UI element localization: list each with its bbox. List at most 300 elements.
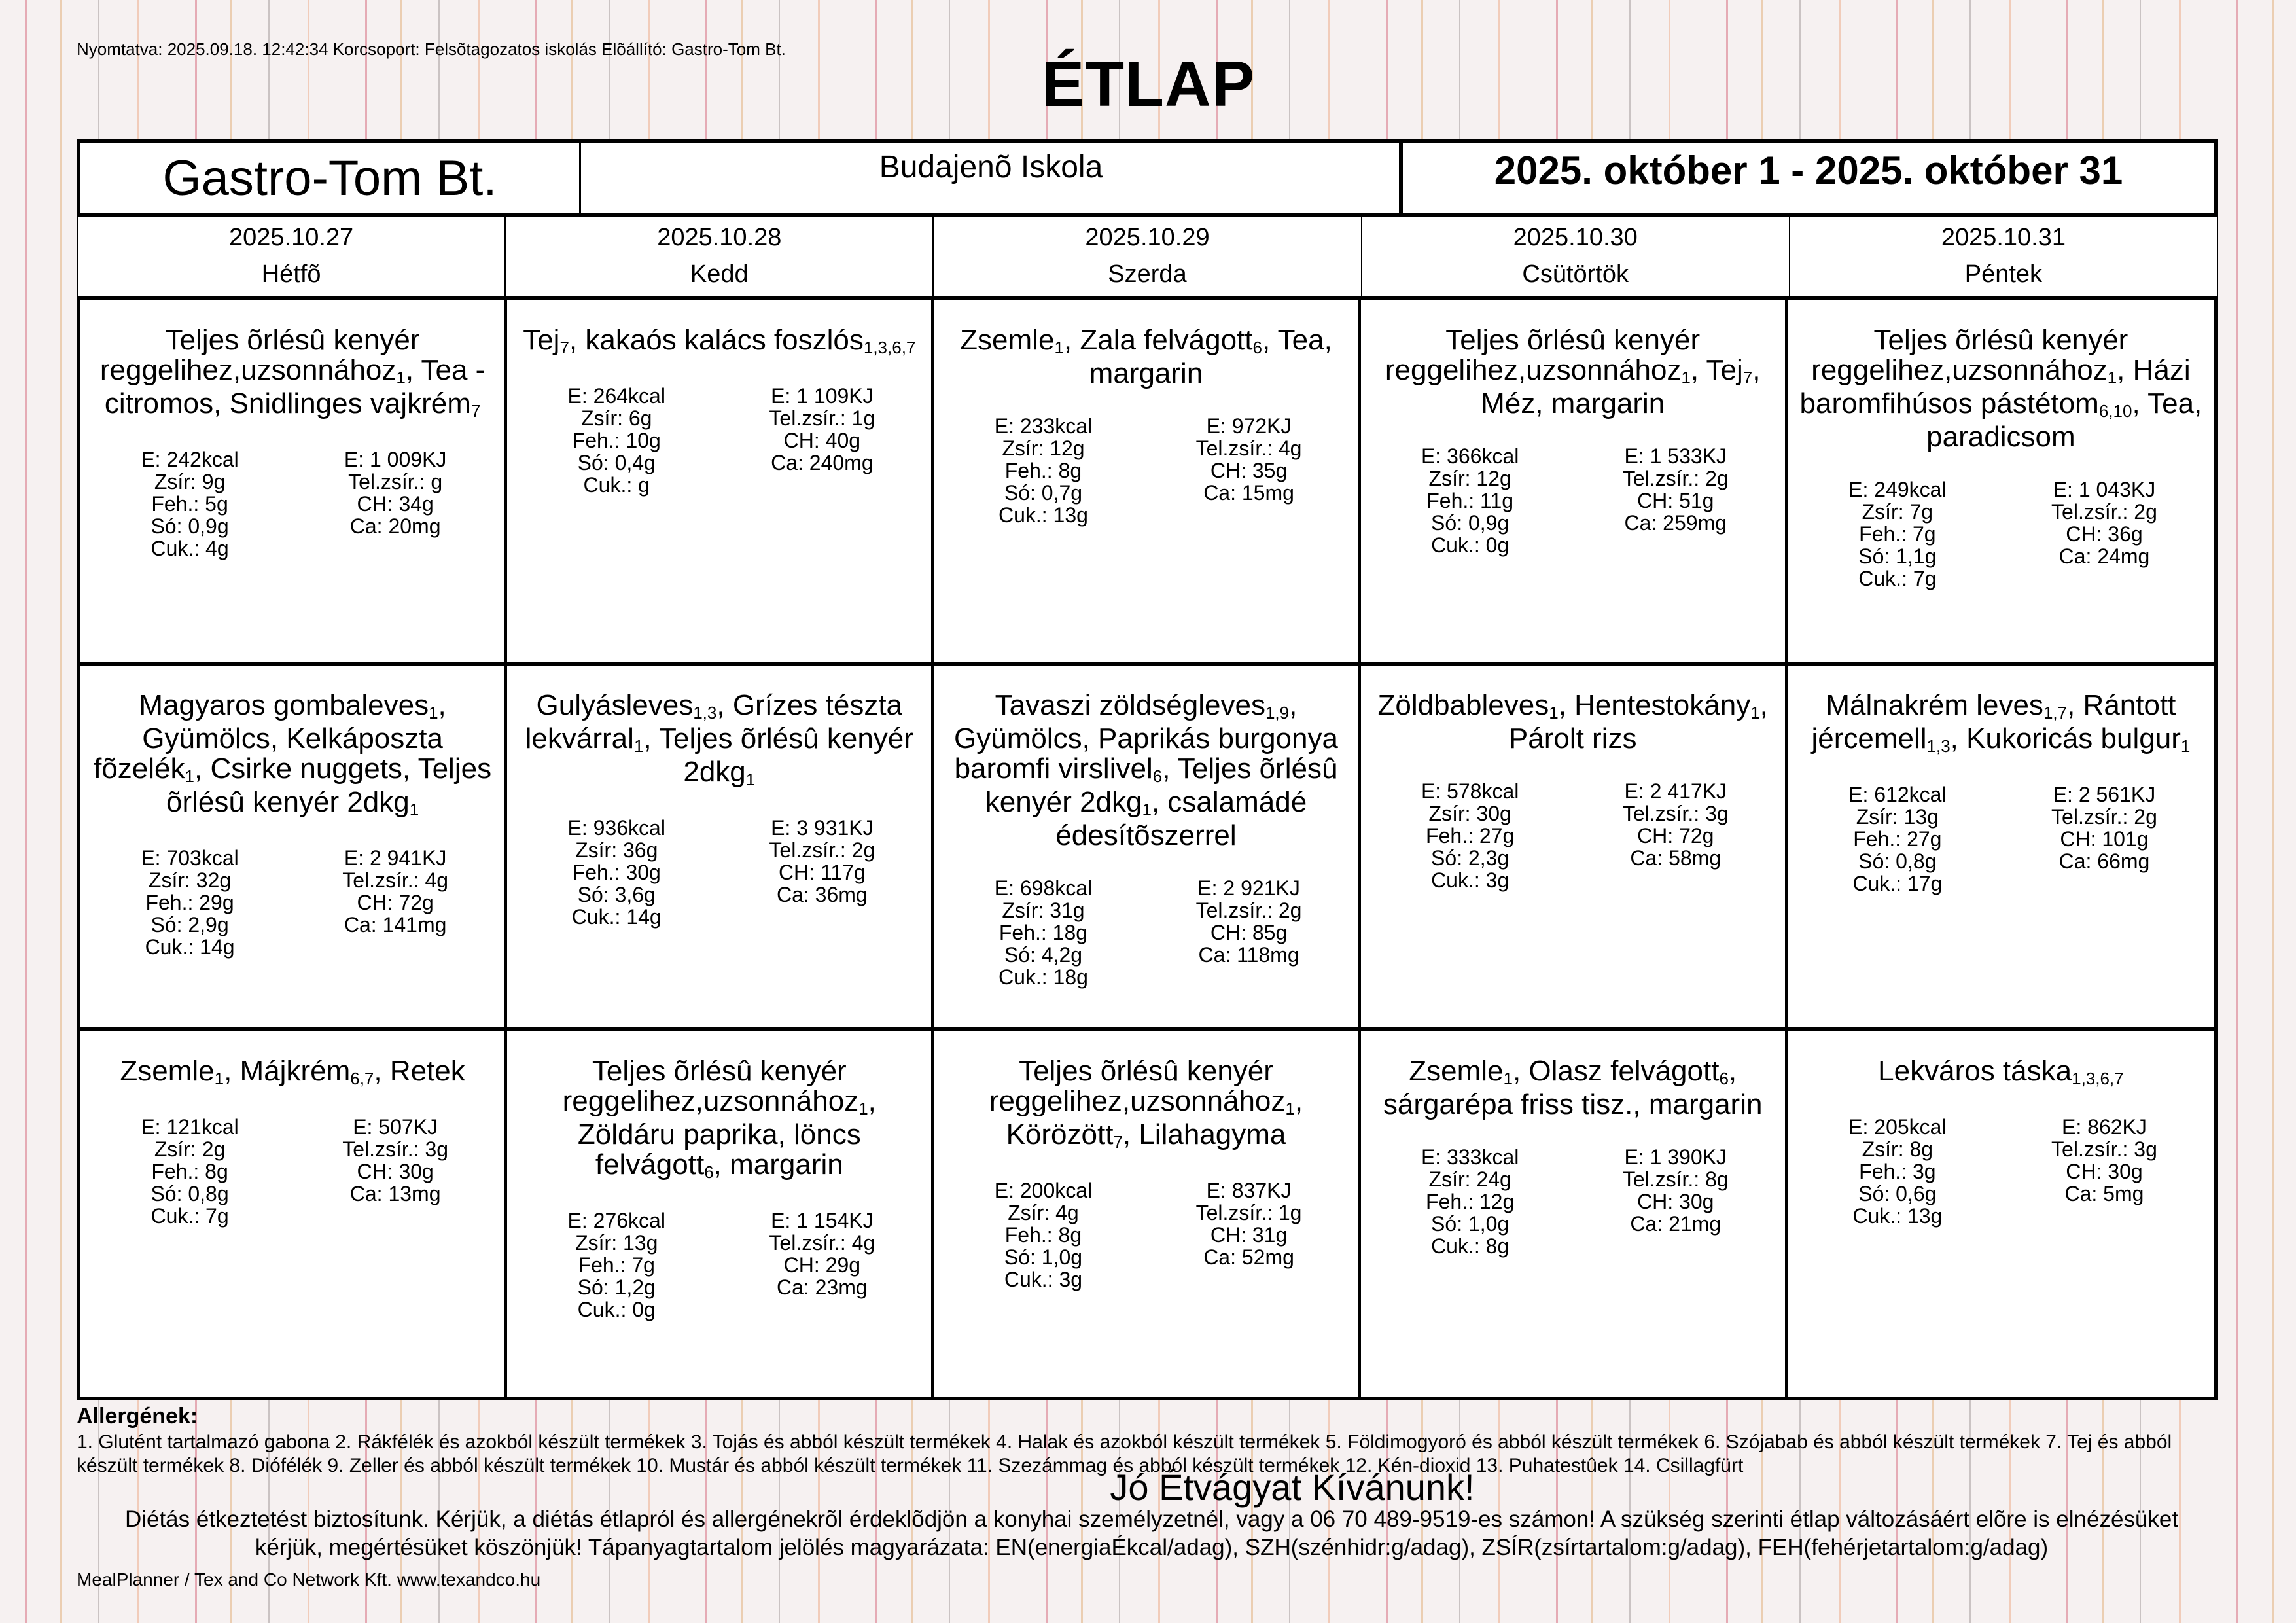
nutrition-column-right bbox=[1146, 877, 1352, 988]
nutrition-column-right bbox=[1573, 445, 1778, 556]
nutrition-value: Tel.zsír.: 1g bbox=[769, 406, 875, 430]
nutrition-value: E: 1 154KJ bbox=[771, 1208, 874, 1232]
nutrition-column-right bbox=[2001, 783, 2208, 895]
nutrition-value: Feh.: 12g bbox=[1426, 1189, 1515, 1213]
nutrition-info bbox=[1794, 783, 2208, 895]
menu-cell bbox=[80, 666, 507, 1031]
nutrition-value: Ca: 36mg bbox=[776, 883, 868, 907]
nutrition-value: Só: 2,9g bbox=[150, 913, 229, 937]
nutrition-value: E: 2 941KJ bbox=[344, 846, 447, 870]
allergen-codes: 7 bbox=[1742, 368, 1753, 387]
allergen-codes: 1,3 bbox=[693, 703, 717, 723]
nutrition-value: Ca: 21mg bbox=[1630, 1211, 1722, 1236]
nutrition-value: Cuk.: g bbox=[583, 473, 650, 497]
meal-description bbox=[87, 1056, 498, 1090]
allergen-list: 1. Glutént tartalmazó gabona 2. Rákfélék és azokból készült termékek 3. Tojás és abból készült termékek 4. Halak és azokból készült termékek 5. Földimogyoró és abból készült termékek 6. Szójabab és abból készült termékek 7. Tej és abból készült termékek 8. Diófélék 9. Zeller és abból készült termékek 10. Mustár és abból készült termékek 11. Szezámmag és abból készült termékek 12. Kén-dioxid 13. Puhatestûek 14. Csillagfürt bbox=[77, 1431, 2172, 1476]
meal-description bbox=[514, 1056, 925, 1183]
nutrition-value: Ca: 20mg bbox=[349, 514, 441, 538]
nutrition-value: E: 264kcal bbox=[567, 384, 665, 408]
allergen-codes: 1 bbox=[1503, 1068, 1513, 1088]
nutrition-value: Zsír: 4g bbox=[1008, 1200, 1079, 1224]
meal-text: , Retek bbox=[374, 1054, 465, 1087]
menu-cell bbox=[507, 1031, 934, 1397]
nutrition-info bbox=[1794, 478, 2208, 590]
nutrition-value: E: 233kcal bbox=[994, 414, 1093, 438]
nutrition-value: Cuk.: 3g bbox=[1004, 1267, 1083, 1291]
nutrition-value: CH: 35g bbox=[1210, 459, 1288, 482]
day-name: Csütörtök bbox=[1522, 260, 1629, 288]
allergen-codes: 6 bbox=[704, 1162, 714, 1182]
date-range: 2025. október 1 - 2025. október 31 bbox=[1399, 139, 2218, 217]
menu-cell bbox=[1361, 1031, 1788, 1397]
diet-notice: Diétás étkeztetést biztosítunk. Kérjük, a diétás étlapról és allergénekrõl érdeklõdjön a konyhai személyzetnél, vagy a 06 70 489-9519-es számon! A szükség szerinti étlap változásáért elõre is elnézésüket kérjük, megértésüket köszönjük! Tápanyagtartalom jelölés magyarázata: EN(energiaÉkcal/adag), SZH(szénhidr:g/adag), ZSÍR(zsírtartalom:g/adag), FEH(fehérjetartalom:g/adag) bbox=[124, 1507, 2179, 1560]
nutrition-value: Feh.: 7g bbox=[578, 1253, 655, 1277]
nutrition-value: Cuk.: 7g bbox=[1858, 567, 1937, 590]
meal-description bbox=[514, 325, 925, 359]
meal-text: , Házi baromfihúsos pástétom bbox=[1799, 354, 2191, 419]
allergen-codes: 1,3,6,7 bbox=[2072, 1068, 2124, 1088]
nutrition-column-left bbox=[1368, 445, 1573, 556]
nutrition-value: Cuk.: 13g bbox=[998, 503, 1088, 527]
allergen-codes: 7 bbox=[470, 401, 481, 421]
nutrition-value: E: 3 931KJ bbox=[771, 816, 874, 840]
allergen-codes: 6 bbox=[1152, 766, 1163, 787]
nutrition-value: E: 972KJ bbox=[1206, 414, 1292, 438]
nutrition-value: Tel.zsír.: 1g bbox=[1195, 1200, 1302, 1224]
nutrition-column-right bbox=[1573, 780, 1778, 891]
meal-description bbox=[940, 325, 1351, 389]
nutrition-value: E: 366kcal bbox=[1421, 444, 1519, 468]
menu-cell bbox=[934, 1031, 1360, 1397]
meal-text: , margarin bbox=[713, 1148, 843, 1181]
allergen-codes: 6,7 bbox=[350, 1068, 374, 1088]
nutrition-column-left bbox=[514, 1209, 719, 1321]
nutrition-info bbox=[514, 1209, 925, 1321]
meal-text: , Kukoricás bulgur bbox=[1950, 722, 2181, 755]
meal-description bbox=[514, 690, 925, 791]
menu-cell bbox=[1788, 666, 2214, 1031]
nutrition-value: Zsír: 31g bbox=[1002, 899, 1085, 923]
nutrition-value: Feh.: 27g bbox=[1853, 827, 1942, 851]
nutrition-value: E: 200kcal bbox=[994, 1178, 1093, 1202]
nutrition-value: Tel.zsír.: 2g bbox=[2051, 500, 2157, 524]
nutrition-value: E: 333kcal bbox=[1421, 1145, 1519, 1169]
nutrition-value: Feh.: 8g bbox=[151, 1159, 228, 1183]
nutrition-info bbox=[940, 877, 1351, 988]
nutrition-value: Só: 0,4g bbox=[577, 451, 656, 474]
allergen-codes: 1,9 bbox=[1265, 703, 1290, 723]
nutrition-value: Feh.: 18g bbox=[998, 921, 1088, 945]
nutrition-column-right bbox=[2001, 1116, 2208, 1227]
allergen-codes: 1,7 bbox=[2043, 703, 2068, 723]
nutrition-value: Zsír: 36g bbox=[575, 838, 658, 863]
meal-text: , csalamádé édesítõszerrel bbox=[1055, 786, 1307, 852]
nutrition-value: Só: 0,9g bbox=[1431, 511, 1510, 535]
day-header bbox=[1362, 217, 1790, 296]
page-title: ÉTLAP bbox=[1041, 48, 1256, 120]
nutrition-value: Zsír: 2g bbox=[154, 1137, 226, 1161]
meal-text: , Csirke nuggets, Teljes õrlésû kenyér 2dkg bbox=[166, 753, 492, 819]
meal-description bbox=[1794, 325, 2208, 452]
menu-cell bbox=[507, 300, 934, 666]
day-name: Hétfõ bbox=[261, 260, 321, 288]
nutrition-value: Ca: 240mg bbox=[771, 451, 874, 474]
nutrition-value: E: 242kcal bbox=[141, 448, 239, 471]
meal-text: , Teljes õrlésû kenyér 2dkg bbox=[643, 722, 913, 789]
day-header-row bbox=[77, 217, 2218, 296]
nutrition-column-right bbox=[1146, 1179, 1352, 1291]
nutrition-value: Zsír: 13g bbox=[1856, 805, 1939, 829]
menu-cell bbox=[80, 1031, 507, 1397]
nutrition-value: Tel.zsír.: 2g bbox=[1195, 899, 1302, 923]
nutrition-value: Feh.: 3g bbox=[1859, 1159, 1936, 1183]
meal-description bbox=[87, 325, 498, 422]
nutrition-column-left bbox=[1794, 783, 2001, 895]
nutrition-column-left bbox=[514, 385, 719, 496]
nutrition-info bbox=[1368, 445, 1778, 556]
allergen-codes: 7 bbox=[559, 338, 569, 357]
meal-text: , Zala felvágott bbox=[1063, 324, 1253, 356]
allergen-codes: 1 bbox=[214, 1068, 224, 1088]
meal-text: , Tea, margarin bbox=[1089, 324, 1332, 389]
nutrition-info bbox=[1368, 780, 1778, 891]
meal-text: , Tej bbox=[1690, 354, 1743, 386]
nutrition-info bbox=[87, 847, 498, 958]
nutrition-column-left bbox=[1794, 478, 2001, 590]
allergen-codes: 6 bbox=[1719, 1068, 1729, 1088]
allergen-codes: 1 bbox=[409, 800, 419, 820]
nutrition-value: Cuk.: 8g bbox=[1431, 1234, 1510, 1258]
meal-description bbox=[87, 690, 498, 821]
meal-text: Teljes õrlésû kenyér reggelihez,uzsonnához bbox=[989, 1054, 1286, 1117]
menu-cell bbox=[934, 300, 1360, 666]
nutrition-column-right bbox=[1573, 1146, 1778, 1257]
meal-description bbox=[1368, 1056, 1778, 1120]
allergen-codes: 1 bbox=[429, 703, 438, 723]
nutrition-value: Tel.zsír.: 4g bbox=[1195, 437, 1302, 460]
nutrition-info bbox=[1368, 1146, 1778, 1257]
nutrition-value: Ca: 118mg bbox=[1198, 943, 1299, 967]
nutrition-column-right bbox=[719, 385, 925, 496]
nutrition-value: Feh.: 11g bbox=[1426, 489, 1514, 512]
allergen-codes: 1 bbox=[1142, 800, 1152, 820]
meal-text: Tej bbox=[523, 324, 560, 356]
nutrition-value: E: 2 417KJ bbox=[1624, 779, 1727, 804]
nutrition-value: E: 1 533KJ bbox=[1624, 444, 1727, 468]
nutrition-value: Só: 0,8g bbox=[1858, 849, 1937, 874]
nutrition-column-left bbox=[1368, 780, 1573, 891]
meal-text: , Méz, margarin bbox=[1481, 354, 1761, 419]
day-date: 2025.10.27 bbox=[229, 224, 354, 251]
nutrition-column-left bbox=[940, 1179, 1146, 1291]
meal-text: , kakaós kalács foszlós bbox=[569, 324, 864, 356]
meal-text: Teljes õrlésû kenyér reggelihez,uzsonnához bbox=[1385, 324, 1701, 386]
meal-text: Tavaszi zöldségleves bbox=[995, 689, 1265, 722]
nutrition-value: Feh.: 10g bbox=[572, 429, 661, 452]
nutrition-value: Só: 1,1g bbox=[1858, 544, 1937, 568]
menu-cell bbox=[507, 666, 934, 1031]
nutrition-column-left bbox=[87, 1116, 292, 1227]
meal-text: Zsemle bbox=[120, 1054, 215, 1087]
nutrition-value: Só: 3,6g bbox=[577, 883, 656, 907]
nutrition-value: E: 1 009KJ bbox=[344, 448, 447, 471]
allergen-codes: 1,3,6,7 bbox=[863, 338, 916, 357]
allergen-codes: 1 bbox=[633, 736, 644, 757]
allergen-codes: 7 bbox=[1113, 1132, 1123, 1152]
nutrition-value: CH: 85g bbox=[1210, 921, 1288, 945]
meal-text: Zöldbableves bbox=[1377, 689, 1549, 722]
nutrition-value: CH: 117g bbox=[778, 861, 866, 885]
meal-text: , Teljes õrlésû kenyér 2dkg bbox=[985, 753, 1338, 819]
meal-description bbox=[1368, 325, 1778, 419]
nutrition-value: CH: 51g bbox=[1637, 489, 1714, 512]
nutrition-value: Só: 1,0g bbox=[1431, 1211, 1510, 1236]
nutrition-value: E: 2 561KJ bbox=[2053, 783, 2156, 807]
allergen-codes: 1 bbox=[2107, 368, 2117, 387]
meal-text: , sárgarépa friss tisz., margarin bbox=[1383, 1054, 1763, 1120]
nutrition-column-left bbox=[940, 877, 1146, 988]
nutrition-value: Zsír: 24g bbox=[1428, 1167, 1511, 1191]
nutrition-value: Ca: 5mg bbox=[2064, 1181, 2144, 1205]
allergen-codes: 1 bbox=[745, 770, 756, 790]
nutrition-value: E: 507KJ bbox=[353, 1115, 438, 1139]
menu-cell bbox=[1361, 300, 1788, 666]
meal-text: Magyaros gombaleves bbox=[139, 689, 429, 722]
nutrition-value: E: 1 390KJ bbox=[1624, 1145, 1727, 1169]
nutrition-value: Só: 2,3g bbox=[1431, 846, 1510, 870]
day-header bbox=[506, 217, 934, 296]
day-header bbox=[1790, 217, 2217, 296]
menu-cell bbox=[80, 300, 507, 666]
nutrition-value: CH: 31g bbox=[1210, 1222, 1288, 1247]
nutrition-value: Tel.zsír.: 8g bbox=[1622, 1167, 1729, 1191]
meal-description bbox=[1368, 690, 1778, 754]
nutrition-value: CH: 101g bbox=[2060, 827, 2149, 851]
nutrition-value: Zsír: 6g bbox=[581, 406, 652, 430]
meal-description bbox=[940, 1056, 1351, 1153]
nutrition-value: Tel.zsír.: 4g bbox=[342, 868, 449, 893]
nutrition-value: E: 1 043KJ bbox=[2053, 478, 2156, 501]
nutrition-value: Tel.zsír.: 3g bbox=[342, 1137, 449, 1161]
nutrition-value: E: 837KJ bbox=[1206, 1178, 1292, 1202]
nutrition-value: E: 698kcal bbox=[994, 876, 1093, 901]
meal-text: Zsemle bbox=[1409, 1054, 1504, 1087]
nutrition-value: Zsír: 32g bbox=[148, 868, 232, 893]
allergen-codes: 1 bbox=[2180, 736, 2191, 757]
allergen-codes: 1,3 bbox=[1926, 736, 1951, 757]
meal-text: , Gyümölcs, Paprikás burgonya baromfi virslivel bbox=[954, 689, 1338, 785]
allergen-codes: 1 bbox=[185, 766, 194, 787]
meal-text: Málnakrém leves bbox=[1826, 689, 2043, 722]
nutrition-value: Tel.zsír.: 2g bbox=[769, 838, 875, 863]
meal-text: Lekváros táska bbox=[1878, 1054, 2072, 1087]
school-name: Budajenõ Iskola bbox=[579, 139, 1403, 217]
nutrition-value: Feh.: 30g bbox=[572, 861, 661, 885]
nutrition-value: Ca: 15mg bbox=[1203, 481, 1294, 505]
nutrition-column-right bbox=[719, 1209, 925, 1321]
nutrition-value: Tel.zsír.: 3g bbox=[1622, 802, 1729, 826]
nutrition-value: CH: 72g bbox=[1637, 824, 1714, 848]
allergen-codes: 1 bbox=[1285, 1098, 1295, 1118]
day-name: Péntek bbox=[1964, 260, 2043, 288]
nutrition-column-left bbox=[87, 847, 292, 958]
nutrition-value: Feh.: 7g bbox=[1859, 522, 1936, 546]
nutrition-value: CH: 72g bbox=[357, 891, 434, 915]
meal-text: , Gyümölcs, Kelkáposzta fõzelék bbox=[94, 689, 446, 785]
nutrition-value: Zsír: 8g bbox=[1862, 1137, 1934, 1161]
menu-cell bbox=[1361, 666, 1788, 1031]
day-date: 2025.10.30 bbox=[1513, 224, 1638, 251]
meal-text: , Párolt rizs bbox=[1508, 689, 1768, 755]
nutrition-value: Só: 0,6g bbox=[1858, 1181, 1937, 1205]
nutrition-value: CH: 36g bbox=[2066, 522, 2143, 546]
meal-description bbox=[940, 690, 1351, 851]
nutrition-column-left bbox=[87, 448, 292, 560]
meal-text: Teljes õrlésû kenyér reggelihez,uzsonnához bbox=[1811, 324, 2128, 386]
day-header bbox=[934, 217, 1362, 296]
nutrition-value: E: 862KJ bbox=[2062, 1115, 2147, 1139]
meal-text: Zsemle bbox=[960, 324, 1055, 356]
nutrition-value: Tel.zsír.: 4g bbox=[769, 1230, 875, 1255]
nutrition-value: CH: 30g bbox=[1637, 1189, 1714, 1213]
nutrition-column-right bbox=[292, 847, 498, 958]
nutrition-column-right bbox=[719, 817, 925, 928]
print-info: Nyomtatva: 2025.09.18. 12:42:34 Korcsoport: Felsõtagozatos iskolás Elõállító: Gastro-Tom Bt. bbox=[77, 39, 786, 59]
day-date: 2025.10.31 bbox=[1941, 224, 2066, 251]
day-date: 2025.10.29 bbox=[1085, 224, 1210, 251]
nutrition-value: Ca: 259mg bbox=[1624, 511, 1727, 535]
nutrition-info bbox=[514, 385, 925, 496]
menu-grid bbox=[77, 296, 2218, 1400]
day-name: Szerda bbox=[1108, 260, 1187, 288]
meal-text: , Tea - citromos, Snidlinges vajkrém bbox=[104, 354, 486, 419]
nutrition-value: Ca: 141mg bbox=[344, 913, 447, 937]
nutrition-info bbox=[87, 448, 498, 560]
nutrition-value: Zsír: 13g bbox=[575, 1230, 658, 1255]
nutrition-value: Zsír: 12g bbox=[1002, 437, 1085, 460]
meal-text: , Hentestokány bbox=[1558, 689, 1751, 722]
nutrition-value: Tel.zsír.: 3g bbox=[2051, 1137, 2157, 1161]
nutrition-value: Ca: 66mg bbox=[2058, 849, 2150, 874]
menu-cell bbox=[1788, 1031, 2214, 1397]
allergen-codes: 1 bbox=[858, 1098, 868, 1118]
nutrition-info bbox=[940, 1179, 1351, 1291]
menu-cell bbox=[1788, 300, 2214, 666]
day-date: 2025.10.28 bbox=[657, 224, 782, 251]
nutrition-value: Cuk.: 13g bbox=[1852, 1204, 1943, 1228]
nutrition-value: CH: 40g bbox=[783, 429, 861, 452]
nutrition-value: Só: 4,2g bbox=[1004, 943, 1083, 967]
nutrition-value: Só: 1,0g bbox=[1004, 1245, 1083, 1269]
nutrition-value: E: 612kcal bbox=[1848, 783, 1947, 807]
meal-text: , Lilahagyma bbox=[1122, 1118, 1286, 1150]
nutrition-column-right bbox=[2001, 478, 2208, 590]
day-header bbox=[78, 217, 506, 296]
credits: MealPlanner / Tex and Co Network Kft. www.texandco.hu bbox=[77, 1569, 541, 1590]
nutrition-value: E: 249kcal bbox=[1848, 478, 1947, 501]
day-name: Kedd bbox=[690, 260, 749, 288]
nutrition-value: Cuk.: 0g bbox=[577, 1297, 656, 1321]
meal-description bbox=[1794, 690, 2208, 757]
allergen-codes: 1 bbox=[1054, 338, 1064, 357]
nutrition-value: Cuk.: 14g bbox=[571, 905, 662, 929]
nutrition-column-right bbox=[292, 448, 498, 560]
nutrition-value: CH: 30g bbox=[2066, 1159, 2143, 1183]
nutrition-value: Feh.: 5g bbox=[151, 492, 228, 516]
meal-text: , Rántott jércemell bbox=[1811, 689, 2176, 755]
nutrition-value: E: 703kcal bbox=[141, 846, 239, 870]
nutrition-info bbox=[87, 1116, 498, 1227]
meal-text: , Grízes tészta lekvárral bbox=[525, 689, 903, 755]
nutrition-value: E: 936kcal bbox=[567, 816, 665, 840]
nutrition-column-right bbox=[1146, 415, 1352, 526]
nutrition-value: Ca: 58mg bbox=[1630, 846, 1722, 870]
nutrition-value: Tel.zsír.: 2g bbox=[1622, 467, 1729, 490]
nutrition-value: Tel.zsír.: g bbox=[348, 470, 443, 493]
nutrition-value: Cuk.: 18g bbox=[998, 965, 1088, 990]
nutrition-column-left bbox=[940, 415, 1146, 526]
allergen-codes: 1 bbox=[1681, 368, 1691, 387]
nutrition-column-right bbox=[292, 1116, 498, 1227]
company-name: Gastro-Tom Bt. bbox=[77, 139, 583, 217]
nutrition-info bbox=[1794, 1116, 2208, 1227]
nutrition-value: E: 205kcal bbox=[1848, 1115, 1947, 1139]
meal-description bbox=[1794, 1056, 2208, 1090]
nutrition-value: Zsír: 9g bbox=[154, 470, 226, 493]
meal-text: , Tea, paradicsom bbox=[1926, 387, 2202, 453]
meal-text: Teljes õrlésû kenyér reggelihez,uzsonnához bbox=[99, 324, 420, 386]
allergen-codes: 1 bbox=[1549, 703, 1559, 723]
nutrition-value: Só: 0,8g bbox=[150, 1181, 229, 1205]
nutrition-value: E: 276kcal bbox=[567, 1208, 665, 1232]
nutrition-value: Só: 1,2g bbox=[577, 1275, 656, 1299]
nutrition-value: Cuk.: 7g bbox=[150, 1204, 229, 1228]
meal-text: , Májkrém bbox=[224, 1054, 351, 1087]
nutrition-value: Ca: 23mg bbox=[776, 1275, 868, 1299]
nutrition-value: Ca: 52mg bbox=[1203, 1245, 1294, 1269]
nutrition-value: Feh.: 27g bbox=[1426, 824, 1515, 848]
nutrition-column-left bbox=[1368, 1146, 1573, 1257]
nutrition-value: E: 1 109KJ bbox=[771, 384, 874, 408]
nutrition-value: Zsír: 30g bbox=[1428, 802, 1511, 826]
nutrition-value: Só: 0,7g bbox=[1004, 481, 1083, 505]
nutrition-value: Cuk.: 4g bbox=[150, 537, 229, 560]
nutrition-value: CH: 30g bbox=[357, 1159, 434, 1183]
meal-text: Gulyásleves bbox=[536, 689, 694, 722]
nutrition-value: Zsír: 7g bbox=[1862, 500, 1934, 524]
allergen-heading: Allergének: bbox=[77, 1404, 198, 1429]
greeting: Jó Étvágyat Kívánunk! bbox=[1110, 1467, 1475, 1508]
nutrition-value: Feh.: 8g bbox=[1004, 459, 1082, 482]
nutrition-value: Cuk.: 17g bbox=[1852, 872, 1943, 896]
nutrition-info bbox=[940, 415, 1351, 526]
allergen-codes: 1 bbox=[1750, 703, 1760, 723]
meal-text: Teljes õrlésû kenyér reggelihez,uzsonnához bbox=[562, 1054, 859, 1117]
nutrition-value: E: 578kcal bbox=[1421, 779, 1519, 804]
nutrition-value: E: 2 921KJ bbox=[1197, 876, 1300, 901]
menu-cell bbox=[934, 666, 1360, 1031]
nutrition-value: Ca: 24mg bbox=[2058, 544, 2150, 568]
nutrition-value: Cuk.: 3g bbox=[1431, 868, 1510, 893]
nutrition-value: Zsír: 12g bbox=[1428, 467, 1511, 490]
meal-text: , Körözött bbox=[1006, 1084, 1303, 1150]
nutrition-value: Feh.: 29g bbox=[145, 891, 234, 915]
allergen-codes: 6 bbox=[1252, 338, 1262, 357]
nutrition-value: E: 121kcal bbox=[141, 1115, 239, 1139]
nutrition-value: Só: 0,9g bbox=[150, 514, 229, 538]
nutrition-value: Cuk.: 14g bbox=[145, 935, 235, 959]
allergen-codes: 1 bbox=[396, 368, 406, 387]
